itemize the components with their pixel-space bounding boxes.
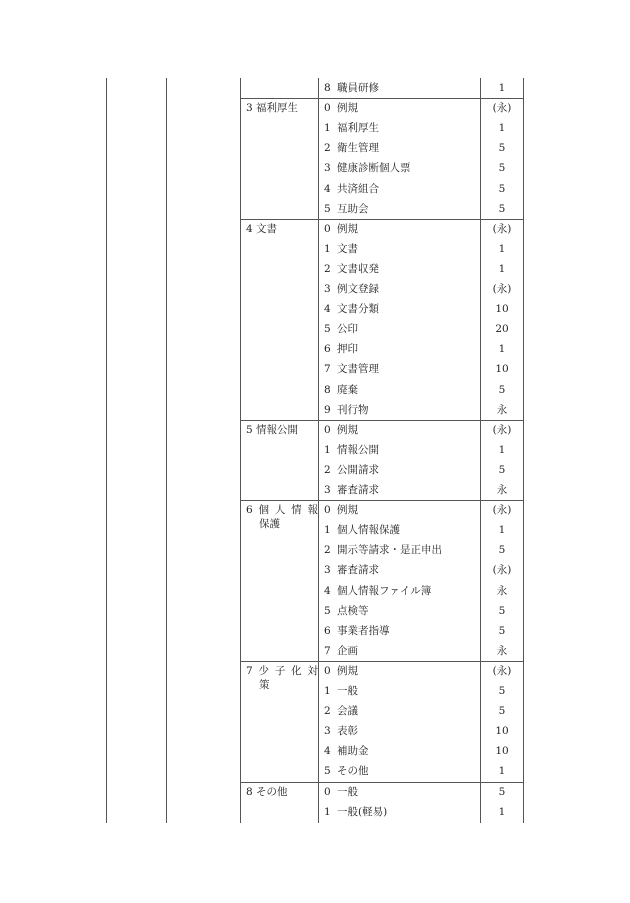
item-code: 5: [324, 604, 331, 617]
item-name: 例規: [337, 664, 358, 677]
item-name: 公開請求: [337, 463, 379, 476]
item-name: 公印: [337, 323, 358, 336]
item-code: 0: [324, 504, 331, 517]
category-label: 8 その他: [246, 785, 288, 798]
item-name: 審査請求: [337, 564, 379, 577]
item-code: 5: [324, 765, 331, 778]
item-code: 0: [324, 664, 331, 677]
column-rule: [523, 78, 524, 823]
item-name: 企画: [337, 644, 358, 657]
retention-period: 1: [498, 524, 506, 537]
item-code: 6: [324, 624, 331, 637]
retention-period: 1: [498, 765, 506, 778]
column-rule: [480, 78, 481, 823]
group-divider: [240, 219, 524, 220]
item-code: 7: [324, 644, 331, 657]
item-code: 1: [324, 685, 331, 697]
retention-period: 5: [498, 785, 506, 798]
item-code: 8: [324, 383, 331, 396]
column-rule: [318, 78, 319, 823]
retention-period: 20: [495, 323, 509, 336]
category-label-part: 6: [246, 504, 253, 517]
item-code: 2: [324, 142, 331, 155]
category-label-part: 報: [307, 504, 318, 517]
item-name: 例文登録: [337, 283, 379, 295]
item-code: 5: [324, 323, 331, 336]
category-label-line2: 策: [259, 678, 270, 691]
column-rule: [240, 78, 241, 823]
item-name: 一般(軽易): [337, 805, 388, 818]
retention-period: (永): [492, 504, 512, 517]
item-name: 押印: [337, 343, 358, 356]
group-divider: [240, 420, 524, 421]
item-code: 7: [324, 363, 331, 376]
item-name: 文書: [337, 242, 358, 255]
retention-period: (永): [492, 423, 512, 436]
item-code: 1: [324, 524, 331, 537]
item-name: 例規: [337, 102, 358, 115]
retention-period: 永: [496, 403, 508, 416]
item-name: 文書管理: [337, 363, 379, 376]
item-name: 例規: [337, 222, 358, 235]
category-label-part: 少: [258, 664, 270, 677]
category-label-line2: 保護: [259, 518, 280, 531]
item-code: 1: [324, 443, 331, 456]
item-code: 3: [324, 283, 331, 295]
retention-period: 5: [498, 705, 506, 718]
retention-period: 5: [498, 463, 506, 476]
retention-period: 5: [498, 202, 506, 215]
category-label-part: 人: [274, 504, 286, 517]
group-divider: [240, 98, 524, 99]
item-name: 点検等: [337, 604, 369, 617]
item-code: 6: [324, 343, 331, 356]
item-code: 2: [324, 463, 331, 476]
item-name: 一般: [337, 685, 358, 697]
category-label: 5 情報公開: [246, 423, 299, 436]
item-name: 事業者指導: [337, 624, 390, 637]
item-name: 健康診断個人票: [337, 162, 411, 175]
item-code: 3: [324, 725, 331, 738]
item-name: 個人情報保護: [337, 524, 400, 537]
retention-period: 永: [496, 644, 508, 657]
retention-period: 永: [496, 584, 508, 597]
item-name: 互助会: [337, 202, 369, 215]
item-code: 0: [324, 102, 331, 115]
item-name: 会議: [337, 705, 358, 718]
item-code: 1: [324, 805, 331, 818]
retention-period: 1: [498, 242, 506, 255]
item-code: 0: [324, 222, 331, 235]
category-label-part: 対: [307, 664, 318, 677]
item-code: 2: [324, 544, 331, 557]
retention-period: 10: [495, 725, 509, 738]
item-name: 例規: [337, 423, 358, 436]
item-code: 3: [324, 564, 331, 577]
item-code: 8: [324, 82, 331, 94]
item-code: 3: [324, 484, 331, 496]
item-code: 0: [324, 423, 331, 436]
category-label-part: 化: [291, 664, 302, 677]
retention-period: 1: [498, 343, 506, 356]
column-rule: [166, 78, 167, 823]
retention-period: 永: [496, 484, 508, 496]
item-name: 刊行物: [337, 403, 369, 416]
item-code: 2: [324, 705, 331, 718]
item-code: 3: [324, 162, 331, 175]
category-label-part: 7: [246, 664, 253, 677]
retention-period: (永): [492, 222, 512, 235]
item-code: 5: [324, 202, 331, 215]
retention-period: 1: [498, 82, 506, 94]
category-label-part: 子: [274, 664, 286, 677]
item-name: 文書分類: [337, 303, 379, 316]
retention-period: 5: [498, 624, 506, 637]
item-code: 1: [324, 242, 331, 255]
retention-period: 1: [498, 262, 506, 275]
item-name: 廃棄: [337, 383, 358, 396]
item-name: 開示等請求・是正申出: [337, 544, 442, 557]
item-name: 情報公開: [337, 443, 379, 456]
group-divider: [240, 661, 524, 662]
item-name: その他: [337, 765, 369, 778]
item-code: 4: [324, 182, 331, 195]
item-name: 個人情報ファイル簿: [337, 584, 432, 597]
retention-period: (永): [492, 283, 512, 295]
item-name: 一般: [337, 785, 358, 798]
retention-period: 5: [498, 544, 506, 557]
category-label-part: 情: [291, 504, 302, 517]
category-label: 4 文書: [246, 222, 278, 235]
retention-period: 5: [498, 383, 506, 396]
retention-period: 10: [495, 363, 509, 376]
retention-period: 5: [498, 162, 506, 175]
category-label: 3 福利厚生: [246, 102, 299, 115]
category-label-part: 個: [258, 504, 270, 517]
retention-period: (永): [492, 564, 512, 577]
retention-period: 10: [495, 303, 509, 316]
retention-period: (永): [492, 102, 512, 115]
retention-period: 5: [498, 182, 506, 195]
item-name: 文書収発: [337, 262, 379, 275]
item-name: 審査請求: [337, 484, 379, 496]
item-code: 9: [324, 403, 331, 416]
group-divider: [240, 782, 524, 783]
retention-period: 1: [498, 122, 506, 135]
retention-period: 5: [498, 685, 506, 697]
item-code: 1: [324, 122, 331, 135]
item-code: 4: [324, 303, 331, 316]
item-code: 2: [324, 262, 331, 275]
item-code: 0: [324, 785, 331, 798]
retention-period: 5: [498, 604, 506, 617]
item-name: 共済組合: [337, 182, 379, 195]
retention-period: 1: [498, 443, 506, 456]
retention-period: (永): [492, 664, 512, 677]
item-name: 福利厚生: [337, 122, 379, 135]
retention-period: 10: [495, 745, 509, 758]
category-label: [246, 664, 318, 692]
item-name: 例規: [337, 504, 358, 517]
item-name: 衛生管理: [337, 142, 379, 155]
category-label: [246, 503, 318, 531]
item-name: 職員研修: [337, 82, 379, 94]
retention-period: 5: [498, 142, 506, 155]
item-name: 補助金: [337, 745, 369, 758]
group-divider: [240, 500, 524, 501]
item-code: 4: [324, 584, 331, 597]
retention-period: 1: [498, 805, 506, 818]
column-rule: [106, 78, 107, 823]
item-name: 表彰: [337, 725, 358, 738]
item-code: 4: [324, 745, 331, 758]
